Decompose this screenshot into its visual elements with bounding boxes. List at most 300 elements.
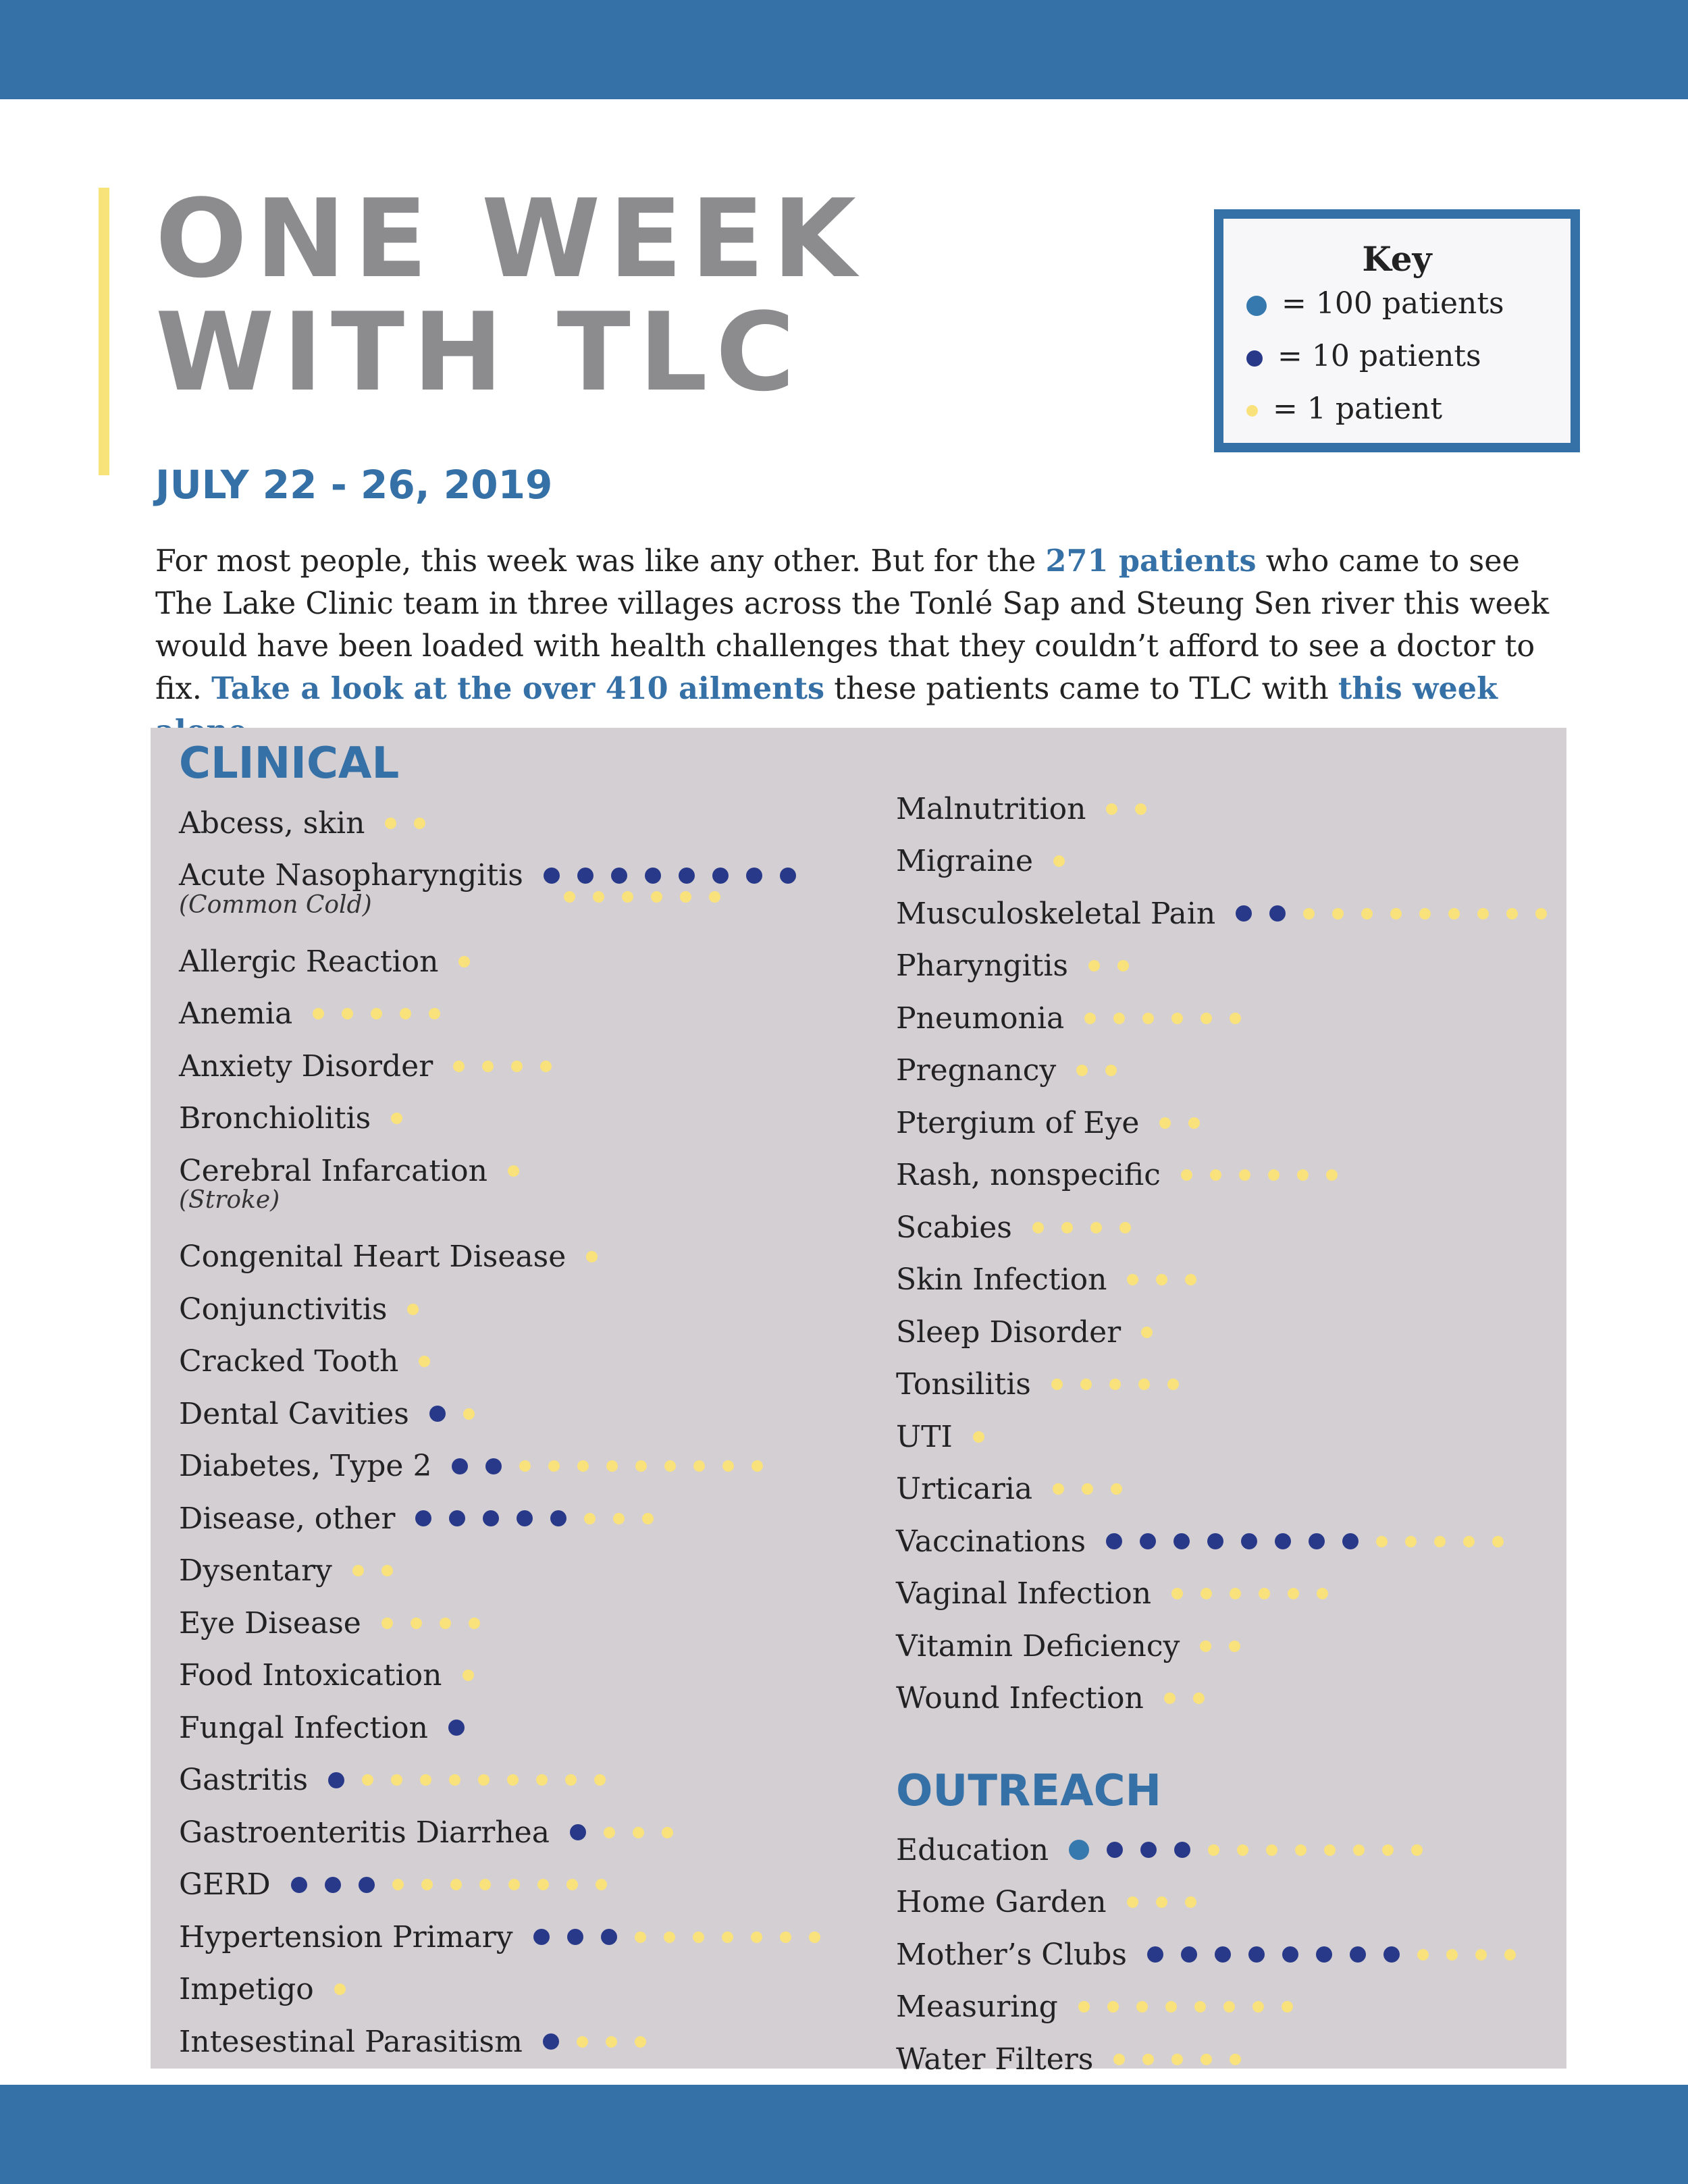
- one-patient-dot: [751, 1460, 763, 1472]
- patient-dots: [1078, 2001, 1311, 2013]
- ailment-row: [896, 785, 1164, 832]
- ten-patients-dot: [1140, 1533, 1156, 1549]
- ailment-label: Dental Cavities: [179, 1396, 409, 1431]
- ailment-row: [896, 1675, 1222, 1722]
- ailment-label: Disease, other: [179, 1501, 396, 1536]
- one-patient-dot: [709, 891, 720, 903]
- patient-dots: [1069, 1840, 1440, 1860]
- ailment-label: Musculoskeletal Pain: [896, 896, 1216, 931]
- ailment-row: [896, 1152, 1355, 1199]
- ailment-label: Cerebral Infarcation: [179, 1153, 487, 1188]
- ten-patients-dot: [1106, 1533, 1122, 1549]
- patient-dots: [415, 1510, 671, 1526]
- patient-dots: [385, 818, 443, 829]
- ten-patients-dot: [1248, 1946, 1265, 1963]
- ailment-row: [896, 942, 1146, 990]
- patient-dots: [1106, 1533, 1521, 1549]
- patient-dots: [328, 1772, 623, 1788]
- patient-dots: [448, 1720, 482, 1736]
- one-patient-dot: [1268, 1169, 1280, 1181]
- patient-dots: [391, 1113, 420, 1124]
- patient-dots: [1236, 905, 1564, 922]
- one-patient-dot: [1141, 1327, 1153, 1338]
- one-patient-dot: [1353, 1844, 1365, 1856]
- one-patient-dot: [1142, 1013, 1154, 1024]
- ten-patients-dot: [780, 868, 796, 884]
- patient-dots: [1106, 803, 1164, 815]
- one-patient-dot: [381, 1618, 393, 1629]
- date-range: JULY 22 - 26, 2019: [155, 462, 553, 508]
- ailment-row: [896, 1983, 1311, 2031]
- ten-patients-dot: [415, 1510, 431, 1526]
- one-patient-dot: [1230, 2054, 1241, 2065]
- ailment-row: [179, 1285, 436, 1333]
- ailment-label: Migraine: [896, 844, 1034, 878]
- one-patient-dot: [680, 891, 691, 903]
- one-patient-dot: [391, 1113, 402, 1124]
- one-patient-dot: [596, 1879, 607, 1890]
- patient-dots: [533, 1929, 838, 1945]
- ailment-row: [179, 852, 814, 919]
- ailment-row: [179, 990, 458, 1038]
- ailment-row: [896, 1518, 1521, 1565]
- one-patient-dot: [664, 1460, 676, 1472]
- intro-highlight-ailments: Take a look at the over 410 ailments: [211, 671, 825, 706]
- one-patient-dot: [519, 1460, 531, 1472]
- ailment-label: Acute Nasopharyngitis: [179, 858, 523, 893]
- ailment-row: [896, 1204, 1149, 1251]
- ailment-row: [179, 1757, 623, 1804]
- ten-patients-dot: [1342, 1533, 1359, 1549]
- one-patient-dot: [1142, 2054, 1154, 2065]
- ten-patients-dot: [325, 1877, 341, 1893]
- patient-dots: [544, 868, 814, 884]
- one-patient-dot: [1324, 1844, 1336, 1856]
- one-patient-dot: [420, 1774, 431, 1786]
- one-patient-dot: [604, 1827, 615, 1838]
- ten-patients-dot: [328, 1772, 344, 1788]
- one-patient-dot: [391, 1774, 402, 1786]
- legend-row-hundred: [1246, 286, 1504, 321]
- one-patient-dot: [1535, 908, 1547, 920]
- one-patient-dot: [334, 1983, 346, 1995]
- one-patient-dot: [1361, 908, 1373, 920]
- one-patient-dot: [1448, 908, 1460, 920]
- ailment-row: [896, 890, 1564, 937]
- ailment-label: Malnutrition: [896, 791, 1086, 826]
- page-title-line1: ONE WEEK: [155, 176, 864, 302]
- one-patient-dot: [1185, 1896, 1196, 1908]
- one-patient-dot: [651, 891, 662, 903]
- ten-patients-dot: [359, 1877, 375, 1893]
- one-patient-dot: [1210, 1169, 1221, 1181]
- ailment-row: [896, 1308, 1170, 1356]
- patient-dots: [458, 956, 487, 967]
- ailment-sublabel: (Stroke): [179, 1186, 280, 1214]
- ten-patients-dot: [611, 868, 627, 884]
- patient-dots: [1127, 1274, 1214, 1285]
- ailment-label: Allergic Reaction: [179, 944, 439, 979]
- one-patient-dot: [1171, 2054, 1183, 2065]
- one-patient-dot: [1167, 1379, 1179, 1390]
- patient-dots: [1051, 1379, 1196, 1390]
- ailment-row: [896, 1361, 1196, 1408]
- patient-dots: [1053, 1483, 1140, 1495]
- one-patient-dot: [1181, 1169, 1192, 1181]
- one-patient-dot: [664, 1932, 675, 1943]
- one-patient-dot: [1113, 1013, 1125, 1024]
- one-patient-dot: [642, 1513, 654, 1524]
- one-patient-dot: [1239, 1169, 1250, 1181]
- one-patient-dot: [508, 1165, 519, 1177]
- one-patient-dot: [1303, 908, 1315, 920]
- one-patient-dot: [463, 1670, 474, 1681]
- one-patient-dot: [1411, 1844, 1423, 1856]
- ailment-label: Diabetes, Type 2: [179, 1449, 432, 1483]
- one-patient-dot: [564, 891, 575, 903]
- one-patient-dot: [1117, 960, 1129, 971]
- one-patient-dot: [1259, 1588, 1270, 1599]
- ailment-row: [896, 1256, 1214, 1304]
- one-patient-dot: [1165, 2001, 1177, 2013]
- ailment-row: [179, 1095, 420, 1142]
- one-patient-dot: [1171, 1588, 1183, 1599]
- one-patient-dot: [809, 1932, 820, 1943]
- patient-dots: [419, 1356, 448, 1367]
- ailment-label: Abcess, skin: [179, 805, 365, 841]
- one-patient-dot: [313, 1008, 324, 1019]
- patient-dots: [508, 1165, 537, 1177]
- one-patient-dot: [1032, 1222, 1044, 1233]
- one-patient-dot: [1463, 1536, 1475, 1547]
- patient-dots: [1141, 1327, 1170, 1338]
- patient-dots: [453, 1061, 569, 1072]
- ailment-label: Impetigo: [179, 1972, 314, 2006]
- one-patient-dot: [414, 818, 425, 829]
- ten-patients-dot: [1383, 1946, 1400, 1963]
- patient-dots: [1171, 1588, 1346, 1599]
- legend-one-label: = 1 patient: [1273, 392, 1443, 426]
- one-patient-dot: [400, 1008, 411, 1019]
- intro-text-2: who came to see The Lake Clinic team in three villages across the Tonlé Sap and Steung Sen river this week would have been loaded with health challenges that they couldn’t afford to see a doctor to fix.: [155, 544, 1550, 706]
- one-patient-dot: [635, 1460, 647, 1472]
- bottom-band: [0, 2085, 1688, 2184]
- ten-patients-dot: [1275, 1533, 1291, 1549]
- ailment-label: Skin Infection: [896, 1262, 1107, 1297]
- top-band: [0, 0, 1688, 99]
- one-patient-dot: [540, 1061, 552, 1072]
- ailment-label: Vaginal Infection: [896, 1576, 1152, 1611]
- ailment-label: GERD: [179, 1867, 271, 1902]
- one-patient-dot: [566, 1879, 578, 1890]
- ailments-panel: [151, 728, 1566, 2077]
- ten-patients-dot: [449, 1510, 465, 1526]
- one-patient-dot: [429, 1008, 440, 1019]
- hundred-patients-dot: [1069, 1840, 1089, 1860]
- one-patient-dot: [478, 1774, 490, 1786]
- one-patient-dot: [1434, 1536, 1446, 1547]
- one-patient-dot: [662, 1827, 673, 1838]
- ailment-label: UTI: [896, 1419, 953, 1454]
- patient-dots: [1127, 1896, 1214, 1908]
- patient-dots: [1200, 1641, 1258, 1652]
- ailment-label: Anemia: [179, 996, 293, 1031]
- one-patient-dot: [1106, 803, 1117, 815]
- ailment-row: [179, 1704, 482, 1751]
- ten-patients-dot: [1207, 1533, 1223, 1549]
- patient-dots: [543, 2033, 664, 2050]
- ailment-label: Intesestinal Parasitism: [179, 2024, 523, 2059]
- one-patient-dot: [1127, 1896, 1138, 1908]
- one-patient-dot: [1090, 1222, 1102, 1233]
- one-patient-dot: [453, 1061, 465, 1072]
- patient-dots: [586, 1251, 615, 1262]
- ailment-label: Measuring: [896, 1990, 1058, 2024]
- ailment-label: Rash, nonspecific: [896, 1158, 1161, 1192]
- ten-patients-dot: [544, 868, 560, 884]
- one-patient-dot: [458, 956, 470, 967]
- ailment-label: Pneumonia: [896, 1001, 1065, 1036]
- ailment-label: Pregnancy: [896, 1053, 1057, 1088]
- one-patient-dot: [362, 1774, 373, 1786]
- one-patient-dot: [1223, 2001, 1235, 2013]
- intro-text-1: For most people, this week was like any other. But for the: [155, 544, 1046, 579]
- one-patient-dot: [479, 1879, 491, 1890]
- ailment-row: [179, 1042, 569, 1090]
- ten-patients-dot: [1181, 1946, 1197, 1963]
- ten-patients-dot: [533, 1929, 550, 1945]
- ten-patients-dot: [1140, 1842, 1157, 1858]
- ailment-label: Congenital Heart Disease: [179, 1240, 566, 1274]
- one-patient-dot: [1053, 1483, 1064, 1495]
- one-patient-dot: [392, 1879, 404, 1890]
- patient-dots: [1032, 1222, 1149, 1233]
- ailment-row: [896, 1466, 1140, 1513]
- ailment-row: [896, 2035, 1259, 2083]
- one-patient-dot: [1252, 2001, 1264, 2013]
- ailment-row: [179, 1338, 448, 1385]
- one-patient-dot: [1156, 1274, 1167, 1285]
- one-patient-dot: [463, 1408, 475, 1420]
- ailment-row: [896, 1047, 1134, 1094]
- ailment-row: [179, 1390, 492, 1437]
- one-patient-dot: [1076, 1065, 1088, 1076]
- one-patient-dot: [536, 1774, 548, 1786]
- one-patient-dot: [1136, 2001, 1148, 2013]
- ten-patients-dot: [517, 1510, 533, 1526]
- intro-highlight-week: this week: [1338, 671, 1498, 706]
- ten-patients-dot: [1309, 1533, 1325, 1549]
- one-patient-dot: [1119, 1222, 1131, 1233]
- ailment-label: Hypertension Primary: [179, 1919, 513, 1954]
- one-patient-dot: [511, 1061, 523, 1072]
- one-patient-dot: [722, 1460, 734, 1472]
- patient-dots: [1053, 855, 1082, 867]
- one-patient-dot: [1164, 1693, 1176, 1704]
- one-patient-dot: [1504, 1949, 1516, 1961]
- ailment-label: Dysentary: [179, 1553, 332, 1588]
- ten-patients-dot: [601, 1929, 617, 1945]
- one-patient-dot: [1297, 1169, 1309, 1181]
- one-patient-dot: [385, 818, 396, 829]
- one-patient-dot: [1135, 803, 1146, 815]
- legend-hundred-label: = 100 patients: [1282, 286, 1504, 321]
- legend-title: Key: [1362, 239, 1432, 279]
- one-patient-dot: [548, 1460, 560, 1472]
- one-patient-dot: [1084, 1013, 1096, 1024]
- one-patient-dot: [1078, 2001, 1090, 2013]
- patient-dots-wrap: [564, 891, 738, 903]
- ten-patients-dot: [577, 868, 594, 884]
- one-patient-dot: [1390, 908, 1402, 920]
- ten-patients-dot: [712, 868, 729, 884]
- one-patient-dot: [635, 2036, 646, 2048]
- patient-dots: [334, 1983, 363, 1995]
- one-patient-dot: [751, 1932, 762, 1943]
- one-patient-dot: [1193, 1693, 1205, 1704]
- ailment-row: [896, 1622, 1258, 1670]
- patient-dots: [1088, 960, 1146, 971]
- one-patient-dot: [411, 1618, 422, 1629]
- one-patient-dot: [1419, 908, 1431, 920]
- patient-dots: [1159, 1117, 1217, 1129]
- ailment-label: Gastritis: [179, 1763, 309, 1797]
- one-patient-dot: [342, 1008, 353, 1019]
- navy-dot-icon: [1246, 350, 1263, 367]
- intro-text-3: these patients came to TLC with: [824, 672, 1338, 706]
- one-patient-dot: [1446, 1949, 1458, 1961]
- one-patient-dot: [722, 1932, 733, 1943]
- one-patient-dot: [1082, 1483, 1093, 1495]
- one-patient-dot: [1417, 1949, 1429, 1961]
- ailment-row: [896, 1413, 1002, 1460]
- ten-patients-dot: [1236, 905, 1252, 922]
- ailment-row: [179, 1547, 411, 1595]
- one-patient-dot: [586, 1251, 598, 1262]
- ten-patients-dot: [543, 2033, 559, 2050]
- ailment-row: [896, 1570, 1346, 1618]
- one-patient-dot: [1138, 1379, 1150, 1390]
- one-patient-dot: [1201, 1013, 1212, 1024]
- one-patient-dot: [1159, 1117, 1171, 1129]
- one-patient-dot: [1475, 1949, 1487, 1961]
- one-patient-dot: [1230, 1588, 1241, 1599]
- one-patient-dot: [1113, 2054, 1125, 2065]
- one-patient-dot: [1201, 1588, 1212, 1599]
- one-patient-dot: [1208, 1844, 1219, 1856]
- ailment-row: [179, 1809, 691, 1856]
- ailment-row: [896, 838, 1082, 885]
- ten-patients-dot: [746, 868, 762, 884]
- one-patient-dot: [1295, 1844, 1307, 1856]
- one-patient-dot: [1088, 960, 1100, 971]
- one-patient-dot: [593, 891, 604, 903]
- one-patient-dot: [440, 1618, 451, 1629]
- ailment-label: Education: [896, 1832, 1049, 1867]
- one-patient-dot: [421, 1879, 433, 1890]
- ailment-row: [179, 1966, 363, 2013]
- one-patient-dot: [450, 1879, 462, 1890]
- ten-patients-dot: [679, 868, 695, 884]
- ten-patients-dot: [1316, 1946, 1332, 1963]
- ailment-label: Sleep Disorder: [896, 1314, 1122, 1350]
- ten-patients-dot: [429, 1406, 446, 1422]
- ailment-label: Cracked Tooth: [179, 1344, 399, 1379]
- ailment-label: Water Filters: [896, 2042, 1094, 2077]
- ailment-row: [179, 799, 443, 847]
- patient-dots: [291, 1877, 625, 1893]
- ailment-label: Tonsilitis: [896, 1367, 1031, 1402]
- patient-dots: [407, 1304, 436, 1315]
- one-patient-dot: [1201, 2054, 1212, 2065]
- ailment-row: [179, 938, 487, 985]
- ten-patients-dot: [448, 1720, 465, 1736]
- patient-dots: [429, 1406, 492, 1422]
- one-patient-dot: [419, 1356, 430, 1367]
- legend-key: [1214, 209, 1580, 452]
- one-patient-dot: [537, 1879, 549, 1890]
- one-patient-dot: [1061, 1222, 1073, 1233]
- ailment-label: Urticaria: [896, 1472, 1033, 1506]
- one-patient-dot: [1185, 1274, 1196, 1285]
- page-title: [155, 176, 864, 415]
- ailment-label: Ptergium of Eye: [896, 1105, 1140, 1140]
- legend-row-one: [1246, 392, 1442, 426]
- ailment-label: Bronchiolitis: [179, 1101, 371, 1136]
- ailment-label: Wound Infection: [896, 1681, 1144, 1715]
- one-patient-dot: [1405, 1536, 1417, 1547]
- one-patient-dot: [1237, 1844, 1248, 1856]
- one-patient-dot: [1109, 1379, 1121, 1390]
- ailment-row: [896, 994, 1259, 1042]
- one-patient-dot: [407, 1304, 419, 1315]
- clinical-heading: CLINICAL: [179, 739, 400, 789]
- one-patient-dot: [1317, 1588, 1328, 1599]
- one-patient-dot: [606, 1460, 618, 1472]
- one-patient-dot: [973, 1431, 984, 1443]
- one-patient-dot: [482, 1061, 494, 1072]
- one-patient-dot: [577, 1460, 589, 1472]
- one-patient-dot: [1382, 1844, 1394, 1856]
- patient-dots: [1076, 1065, 1134, 1076]
- one-patient-dot: [693, 1460, 705, 1472]
- ten-patients-dot: [1173, 1533, 1190, 1549]
- patient-dots: [1113, 2054, 1259, 2065]
- one-patient-dot: [577, 2036, 588, 2048]
- one-patient-dot: [1188, 1117, 1200, 1129]
- ten-patients-dot: [483, 1510, 499, 1526]
- one-patient-dot: [1230, 1013, 1241, 1024]
- ailment-label: Scabies: [896, 1210, 1012, 1245]
- ten-patients-dot: [1241, 1533, 1257, 1549]
- ten-patients-dot: [1215, 1946, 1231, 1963]
- patient-dots: [1147, 1946, 1533, 1963]
- one-patient-dot: [1053, 855, 1065, 867]
- one-patient-dot: [594, 1774, 606, 1786]
- ten-patients-dot: [452, 1458, 468, 1474]
- ten-patients-dot: [1269, 905, 1286, 922]
- ailment-label: Eye Disease: [179, 1605, 361, 1641]
- ten-patients-dot: [1350, 1946, 1366, 1963]
- one-patient-dot: [1107, 2001, 1119, 2013]
- ailment-label: Mother’s Clubs: [896, 1937, 1128, 1972]
- ailment-row: [896, 1826, 1440, 1873]
- ailment-label: Gastroenteritis Diarrhea: [179, 1815, 550, 1850]
- ailment-row: [179, 1147, 537, 1214]
- ailment-row: [896, 1099, 1217, 1146]
- one-patient-dot: [381, 1565, 393, 1576]
- one-patient-dot: [1506, 908, 1518, 920]
